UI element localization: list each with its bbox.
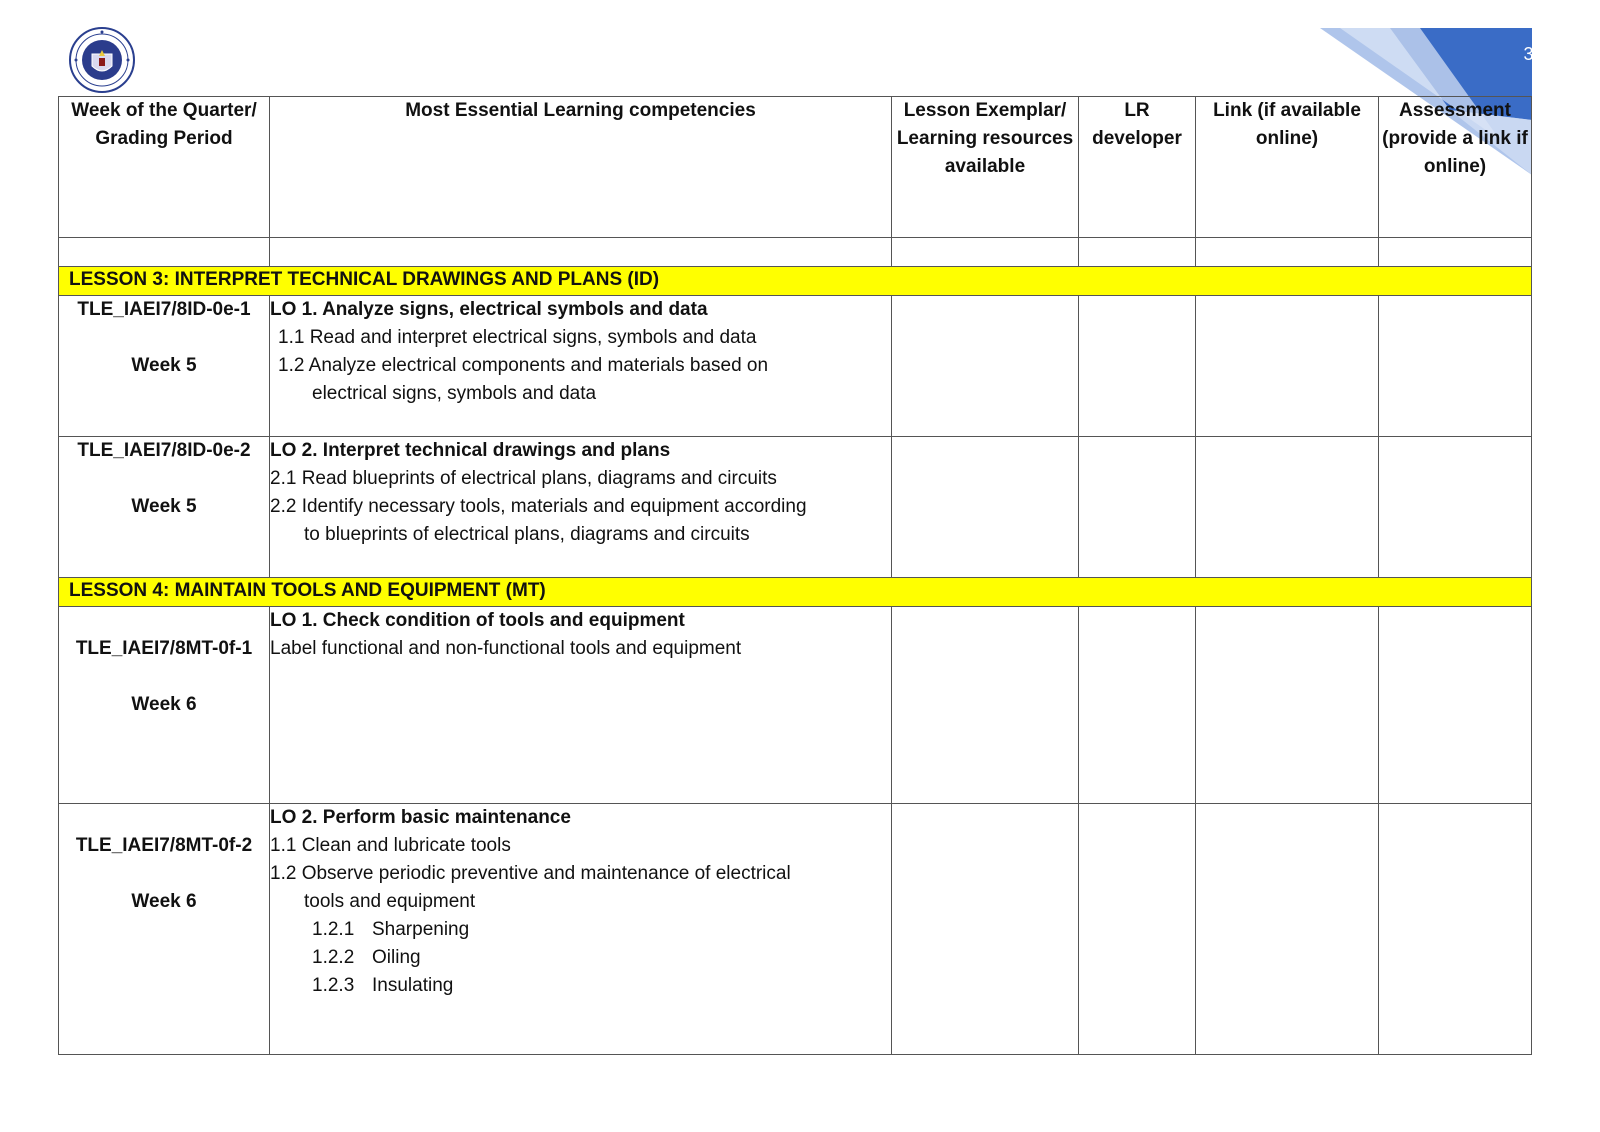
competency-cell [270, 607, 892, 804]
week-cell [59, 804, 270, 1055]
blank-cell [1079, 238, 1196, 267]
week-label: Week 5 [131, 496, 197, 517]
competency-cell [270, 437, 892, 578]
lr-developer-cell [1079, 437, 1196, 578]
lesson-3-row [59, 267, 1532, 296]
exemplar-cell [892, 804, 1079, 1055]
competency-code: TLE_IAEI7/8ID-0e-1 [77, 299, 251, 320]
competency-subitem [270, 944, 891, 972]
header-week: Week of the Quarter/ Grading Period [59, 97, 270, 238]
blank-cell [892, 238, 1079, 267]
competency-item-cont: tools and equipment [304, 891, 476, 912]
exemplar-cell [892, 437, 1079, 578]
assessment-cell [1379, 437, 1532, 578]
competency-code: TLE_IAEI7/8ID-0e-2 [77, 440, 251, 461]
competency-item: 2.2 Identify necessary tools, materials and equipment according [270, 496, 807, 517]
header-link: Link (if available online) [1196, 97, 1379, 238]
competency-item: Label functional and non-functional tools and equipment [270, 638, 742, 659]
table-row [59, 607, 1532, 804]
deped-seal-logo [68, 26, 136, 94]
header-assessment: Assessment (provide a link if online) [1379, 97, 1532, 238]
blank-cell [270, 238, 892, 267]
lr-developer-cell [1079, 607, 1196, 804]
competency-item: 1.1 Clean and lubricate tools [270, 835, 511, 856]
subitem-label: Sharpening [372, 919, 470, 940]
lo-title: LO 2. Interpret technical drawings and plans [270, 440, 671, 461]
competency-subitem [270, 916, 891, 944]
exemplar-cell [892, 607, 1079, 804]
link-cell [1196, 804, 1379, 1055]
subitem-number: 1.2.2 [312, 947, 355, 968]
competency-cell [270, 296, 892, 437]
lr-developer-cell [1079, 804, 1196, 1055]
table-row [59, 437, 1532, 578]
competency-subitem [270, 972, 891, 1000]
week-cell [59, 437, 270, 578]
exemplar-cell [892, 296, 1079, 437]
lo-title: LO 2. Perform basic maintenance [270, 807, 571, 828]
lo-title: LO 1. Check condition of tools and equipment [270, 610, 685, 631]
lesson-4-title: LESSON 4: MAINTAIN TOOLS AND EQUIPMENT (MT) [59, 578, 1532, 607]
week-label: Week 6 [131, 891, 197, 912]
assessment-cell [1379, 607, 1532, 804]
link-cell [1196, 607, 1379, 804]
competency-code: TLE_IAEI7/8MT-0f-2 [75, 835, 253, 856]
competency-cell [270, 804, 892, 1055]
header-lesson-exemplar: Lesson Exemplar/ Learning resources available [892, 97, 1079, 238]
assessment-cell [1379, 296, 1532, 437]
link-cell [1196, 296, 1379, 437]
competency-item: 2.1 Read blueprints of electrical plans, diagrams and circuits [270, 468, 777, 489]
competency-item-cont: to blueprints of electrical plans, diagrams and circuits [304, 524, 750, 545]
assessment-cell [1379, 804, 1532, 1055]
competency-item: 1.2 Observe periodic preventive and maintenance of electrical [270, 863, 791, 884]
table-row [59, 296, 1532, 437]
link-cell [1196, 437, 1379, 578]
week-cell [59, 296, 270, 437]
competency-code: TLE_IAEI7/8MT-0f-1 [75, 638, 253, 659]
subitem-number: 1.2.1 [312, 919, 355, 940]
header-lr-developer: LR developer [1079, 97, 1196, 238]
table-header-row [59, 97, 1532, 238]
table-row [59, 804, 1532, 1055]
lesson-4-row [59, 578, 1532, 607]
lo-title: LO 1. Analyze signs, electrical symbols and data [270, 299, 708, 320]
blank-row [59, 238, 1532, 267]
subitem-number: 1.2.3 [312, 975, 355, 996]
blank-cell [1196, 238, 1379, 267]
week-label: Week 6 [131, 694, 197, 715]
melc-table [58, 96, 1532, 1055]
lr-developer-cell [1079, 296, 1196, 437]
competency-item: 1.2 Analyze electrical components and materials based on [278, 355, 769, 376]
competency-item-cont: electrical signs, symbols and data [312, 383, 597, 404]
subitem-label: Insulating [372, 975, 454, 996]
lesson-3-title: LESSON 3: INTERPRET TECHNICAL DRAWINGS AND PLANS (ID) [59, 267, 1532, 296]
competency-item: 1.1 Read and interpret electrical signs, symbols and data [278, 327, 757, 348]
week-cell [59, 607, 270, 804]
header-competencies: Most Essential Learning competencies [270, 97, 892, 238]
blank-cell [1379, 238, 1532, 267]
blank-cell [59, 238, 270, 267]
week-label: Week 5 [131, 355, 197, 376]
page-number: 385 [1523, 44, 1557, 64]
subitem-label: Oiling [372, 947, 421, 968]
